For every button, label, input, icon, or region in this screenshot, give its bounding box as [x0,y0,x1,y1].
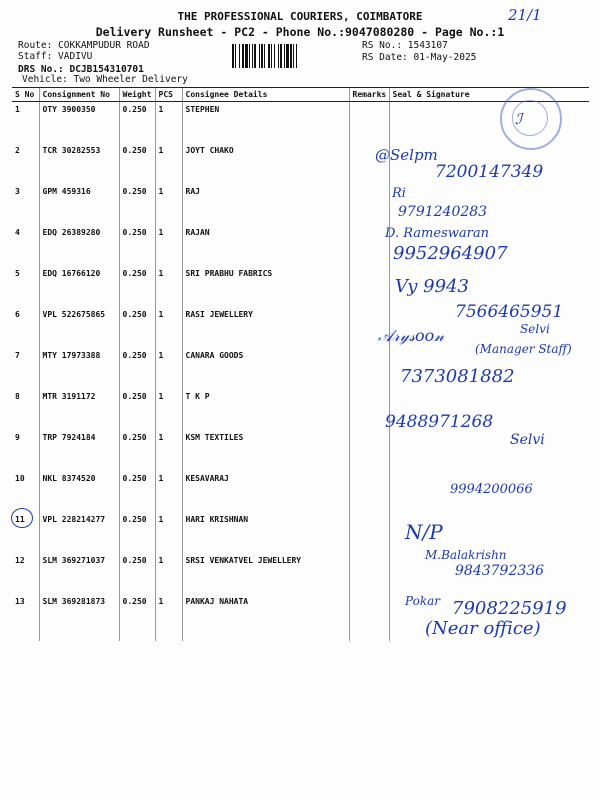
row-remarks [349,512,389,553]
row-sno: 3 [15,187,20,196]
row-weight: 0.250 [119,143,155,184]
row-consignee: SRI PRABHU FABRICS [182,266,349,307]
route-label: Route: COKKAMPUDUR ROAD [18,40,150,51]
row-sno: 10 [15,474,25,483]
row-consignment: SLM 369271037 [39,553,119,594]
row-sno: 12 [15,556,25,565]
row-weight: 0.250 [119,471,155,512]
row-weight: 0.250 [119,102,155,144]
col-signature: Seal & Signature [389,88,589,102]
row-weight: 0.250 [119,512,155,553]
col-weight: Weight [119,88,155,102]
row-sno: 13 [15,597,25,606]
row-sno: 7 [15,351,20,360]
hw-row2-name: @Selpm [375,146,438,164]
table-row [12,266,589,307]
row-weight: 0.250 [119,553,155,594]
hw-row7-sign: 𝒜𝓇𝓎𝓈𝑜𝑜𝓃 [378,326,445,345]
row-consignment: NKL 8374520 [39,471,119,512]
row-remarks [349,471,389,512]
row-sno: 11 [15,515,25,524]
table-row [12,184,589,225]
hw-row9-name: Selvi [510,432,545,448]
hw-row8-phone: 7373081882 [400,366,515,387]
staff-label: Staff: VADIVU [18,51,93,62]
table-header-row [12,88,589,102]
row-consignee: RAJAN [182,225,349,266]
row-weight: 0.250 [119,430,155,471]
rs-number: RS No.: 1543107 [362,40,448,51]
hw-row11-note: N/P [405,520,443,544]
row-consignment: OTY 3900350 [39,102,119,144]
row-remarks [349,266,389,307]
row-consignment: MTY 17973388 [39,348,119,389]
row-pcs: 1 [155,225,182,266]
row-consignment: GPM 459316 [39,184,119,225]
row-11-circle-mark [11,508,33,528]
hw-row7-name: Selvi [520,322,550,336]
hw-row12-name: M.Balakrishn [425,548,507,562]
row-consignee: HARI KRISHNAN [182,512,349,553]
hw-row13-note: (Near office) [425,618,541,639]
row-consignment: TRP 7924184 [39,430,119,471]
hw-row9-phone: 9488971268 [385,412,494,432]
corner-note: 21/1 [508,6,542,24]
row-pcs: 1 [155,143,182,184]
row-pcs: 1 [155,430,182,471]
row-consignment: VPL 522675865 [39,307,119,348]
table-row [12,512,589,553]
hw-row4-name: D. Rameswaran [385,226,489,241]
row-remarks [349,102,389,144]
company-title: THE PROFESSIONAL COURIERS, COIMBATORE [177,10,423,23]
row-sno: 6 [15,310,20,319]
col-consignment: Consignment No [39,88,119,102]
col-consignee: Consignee Details [182,88,349,102]
row-weight: 0.250 [119,266,155,307]
vehicle-label: Vehicle: Two Wheeler Delivery [22,74,188,85]
row-consignee: PANKAJ NAHATA [182,594,349,641]
row-pcs: 1 [155,266,182,307]
row-weight: 0.250 [119,307,155,348]
row-consignee: T K P [182,389,349,430]
row-pcs: 1 [155,512,182,553]
row-remarks [349,553,389,594]
row-remarks [349,225,389,266]
row-consignment: EDQ 16766120 [39,266,119,307]
row-weight: 0.250 [119,348,155,389]
row-pcs: 1 [155,471,182,512]
hw-row6-phone: 7566465951 [455,302,564,322]
row-weight: 0.250 [119,225,155,266]
table-row [12,389,589,430]
row-consignment: EDQ 26389280 [39,225,119,266]
runsheet-subtitle: Delivery Runsheet - PC2 - Phone No.:9047080280 - Page No.:1 [95,25,505,39]
row-weight: 0.250 [119,389,155,430]
row-remarks [349,184,389,225]
row-remarks [349,430,389,471]
row-consignment: SLM 369281873 [39,594,119,641]
row-consignee: STEPHEN [182,102,349,144]
row-weight: 0.250 [119,184,155,225]
row-consignee: RAJ [182,184,349,225]
signature-scribble: ℐ [515,110,523,128]
row-pcs: 1 [155,389,182,430]
row-sno: 8 [15,392,20,401]
row-sno: 5 [15,269,20,278]
hw-row4-phone: 9952964907 [393,243,508,264]
row-pcs: 1 [155,184,182,225]
row-pcs: 1 [155,594,182,641]
col-remarks: Remarks [349,88,389,102]
hw-row10-phone: 9994200066 [450,482,533,497]
row-consignment: MTR 3191172 [39,389,119,430]
row-consignment: TCR 30282553 [39,143,119,184]
row-sno: 4 [15,228,20,237]
col-pcs: PCS [155,88,182,102]
row-sno: 1 [15,105,20,114]
row-weight: 0.250 [119,594,155,641]
row-pcs: 1 [155,553,182,594]
rs-date: RS Date: 01-May-2025 [362,52,477,63]
row-pcs: 1 [155,348,182,389]
row-consignee: SRSI VENKATVEL JEWELLERY [182,553,349,594]
hw-row13-name: Pokar [405,594,440,608]
table-row [12,430,589,471]
hw-row7-note: (Manager Staff) [475,342,572,356]
hw-row3-name: Ri [392,186,406,201]
row-sno: 2 [15,146,20,155]
hw-row13-phone: 7908225919 [452,598,567,619]
row-signature [389,430,589,471]
hw-row2-phone: 7200147349 [435,162,544,182]
row-consignee: JOYT CHAKO [182,143,349,184]
hw-row12-phone: 9843792336 [455,563,545,579]
row-consignee: KESAVARAJ [182,471,349,512]
row-pcs: 1 [155,102,182,144]
row-sno: 9 [15,433,20,442]
row-remarks [349,594,389,641]
row-remarks [349,389,389,430]
barcode [232,44,354,68]
hw-row5-sign: Vy 9943 [395,276,469,297]
row-consignee: KSM TEXTILES [182,430,349,471]
drs-number: DRS No.: DCJB154310701 [18,64,144,75]
company-seal [500,88,562,150]
row-consignment: VPL 228214277 [39,512,119,553]
col-sno: S No [12,88,39,102]
row-remarks [349,348,389,389]
row-pcs: 1 [155,307,182,348]
hw-row3-phone: 9791240283 [398,204,488,220]
row-consignee: CANARA GOODS [182,348,349,389]
row-consignee: RASI JEWELLERY [182,307,349,348]
